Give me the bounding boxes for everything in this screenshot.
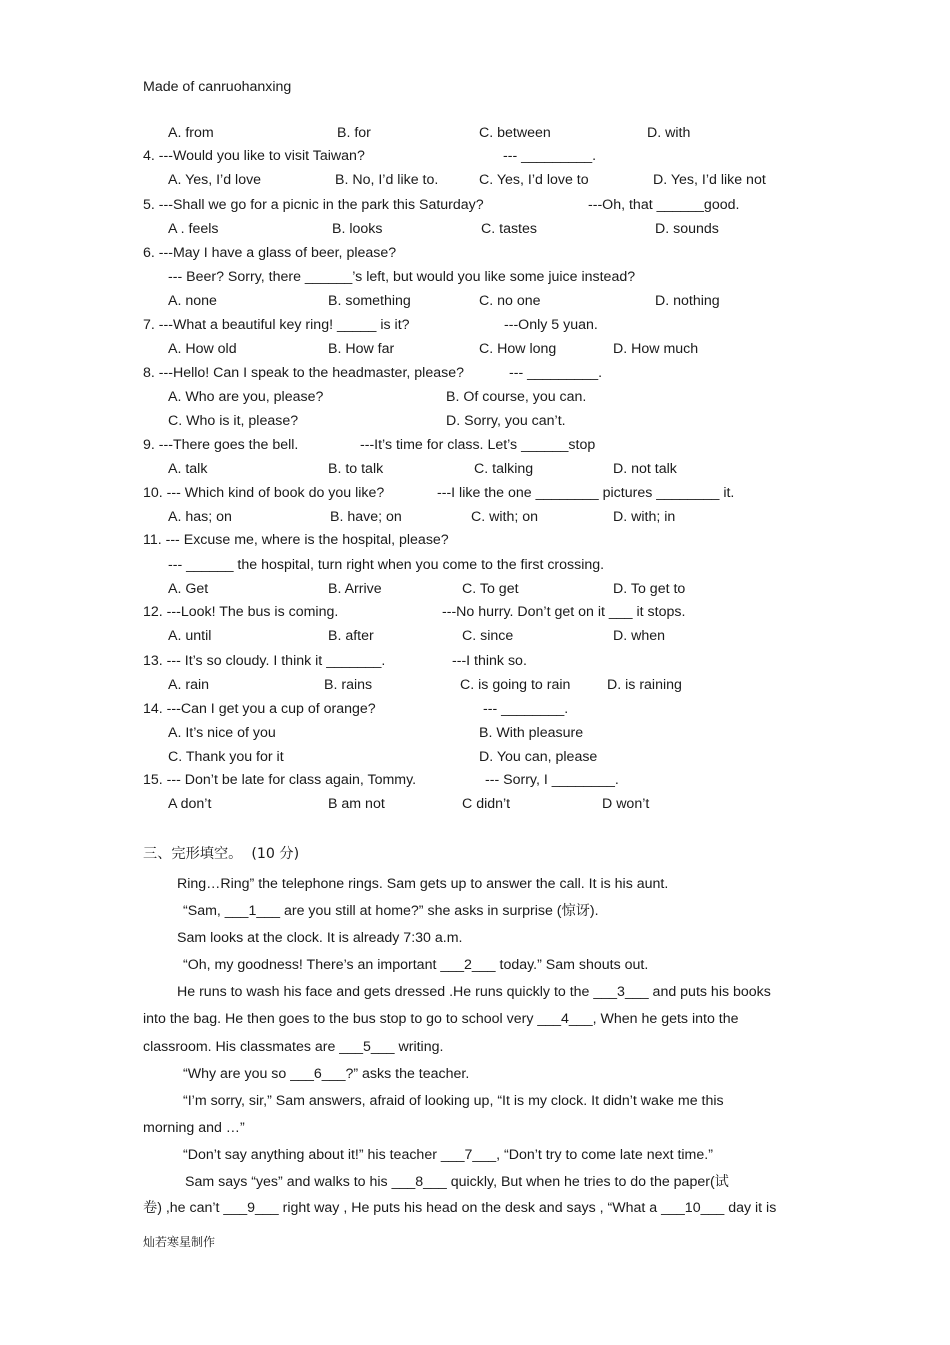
option-item: D. with bbox=[647, 125, 691, 141]
question-stem: 11. --- Excuse me, where is the hospital, please? bbox=[143, 532, 449, 548]
question-dialogue-line: --- ______ the hospital, turn right when you come to the first crossing. bbox=[168, 557, 605, 573]
question-reply: --- Sorry, I ________. bbox=[485, 772, 619, 788]
question-stem: 4. ---Would you like to visit Taiwan? bbox=[143, 148, 365, 164]
option-item: A. rain bbox=[168, 677, 210, 693]
passage-line: “Don’t say anything about it!” his teacher ___7___, “Don’t try to come late next time.” bbox=[183, 1147, 713, 1163]
page-header: Made of canruohanxing bbox=[143, 79, 292, 95]
option-item: C. is going to rain bbox=[460, 677, 571, 693]
option-item: C. between bbox=[479, 125, 551, 141]
option-item: B. Arrive bbox=[328, 581, 382, 597]
passage-line: “Sam, ___1___ are you still at home?” she asks in surprise (惊讶). bbox=[183, 903, 599, 919]
option-item: D. when bbox=[613, 628, 666, 644]
question-stem: 8. ---Hello! Can I speak to the headmaster, please? bbox=[143, 365, 464, 381]
option-item: D. Yes, I’d like not bbox=[653, 172, 766, 188]
passage-line: He runs to wash his face and gets dressed .He runs quickly to the ___3___ and puts his books bbox=[177, 984, 771, 1000]
passage-line: “I’m sorry, sir,” Sam answers, afraid of looking up, “It is my clock. It didn’t wake me this bbox=[183, 1093, 724, 1109]
option-item: C. no one bbox=[479, 293, 541, 309]
question-reply: ---No hurry. Don’t get on it ___ it stops. bbox=[442, 604, 686, 620]
option-item: D. You can, please bbox=[479, 749, 598, 765]
option-item: C didn’t bbox=[462, 796, 511, 812]
passage-line: 卷) ,he can’t ___9___ right way , He puts his head on the desk and says , “What a ___10___ day it is bbox=[143, 1200, 777, 1216]
option-item: D. with; in bbox=[613, 509, 676, 525]
question-stem: 10. --- Which kind of book do you like? bbox=[143, 485, 385, 501]
option-item: C. with; on bbox=[471, 509, 539, 525]
option-item: B. have; on bbox=[330, 509, 402, 525]
question-dialogue-line: --- Beer? Sorry, there ______’s left, but would you like some juice instead? bbox=[168, 269, 636, 285]
question-reply: ---Oh, that ______good. bbox=[588, 197, 740, 213]
option-item: A. until bbox=[168, 628, 212, 644]
question-reply: --- _________. bbox=[509, 365, 603, 381]
option-item: B. to talk bbox=[328, 461, 384, 477]
option-item: D. nothing bbox=[655, 293, 720, 309]
passage-line: classroom. His classmates are ___5___ writing. bbox=[143, 1039, 444, 1055]
option-item: C. Thank you for it bbox=[168, 749, 284, 765]
option-item: A don’t bbox=[168, 796, 212, 812]
option-item: B. for bbox=[337, 125, 371, 141]
option-item: B. rains bbox=[324, 677, 373, 693]
option-item: D. How much bbox=[613, 341, 699, 357]
option-item: B. looks bbox=[332, 221, 383, 237]
option-item: A. none bbox=[168, 293, 217, 309]
question-reply: --- ________. bbox=[483, 701, 569, 717]
option-item: C. Who is it, please? bbox=[168, 413, 299, 429]
passage-line: Ring…Ring” the telephone rings. Sam gets up to answer the call. It is his aunt. bbox=[177, 876, 669, 892]
passage-line: Sam says “yes” and walks to his ___8___ quickly, But when he tries to do the paper(试 bbox=[185, 1174, 729, 1190]
option-item: C. since bbox=[462, 628, 514, 644]
option-item: B. Of course, you can. bbox=[446, 389, 587, 405]
passage-line: “Why are you so ___6___?” asks the teacher. bbox=[183, 1066, 470, 1082]
option-item: A. talk bbox=[168, 461, 208, 477]
page-footer: 灿若寒星制作 bbox=[143, 1235, 216, 1249]
option-item: D won’t bbox=[602, 796, 650, 812]
option-item: A. How old bbox=[168, 341, 237, 357]
question-reply: ---I like the one ________ pictures ________ it. bbox=[437, 485, 735, 501]
question-stem: 15. --- Don’t be late for class again, Tommy. bbox=[143, 772, 417, 788]
option-item: C. To get bbox=[462, 581, 519, 597]
passage-line: “Oh, my goodness! There’s an important ___2___ today.” Sam shouts out. bbox=[183, 957, 649, 973]
option-item: B. something bbox=[328, 293, 411, 309]
option-item: A. It’s nice of you bbox=[168, 725, 276, 741]
option-item: A. has; on bbox=[168, 509, 232, 525]
question-reply: ---It’s time for class. Let’s ______stop bbox=[360, 437, 596, 453]
option-item: D. Sorry, you can’t. bbox=[446, 413, 566, 429]
option-item: C. tastes bbox=[481, 221, 537, 237]
option-item: B. How far bbox=[328, 341, 395, 357]
question-reply: ---Only 5 yuan. bbox=[504, 317, 598, 333]
passage-line: into the bag. He then goes to the bus stop to go to school very ___4___, When he gets into the bbox=[143, 1011, 739, 1027]
question-stem: 13. --- It’s so cloudy. I think it _______. bbox=[143, 653, 386, 669]
option-item: C. talking bbox=[474, 461, 534, 477]
option-item: D. sounds bbox=[655, 221, 719, 237]
option-item: B. No, I’d like to. bbox=[335, 172, 439, 188]
question-stem: 5. ---Shall we go for a picnic in the park this Saturday? bbox=[143, 197, 484, 213]
option-item: D. is raining bbox=[607, 677, 682, 693]
option-item: A. from bbox=[168, 125, 214, 141]
option-item: A . feels bbox=[168, 221, 219, 237]
question-stem: 9. ---There goes the bell. bbox=[143, 437, 299, 453]
option-item: B. With pleasure bbox=[479, 725, 584, 741]
question-reply: --- _________. bbox=[503, 148, 597, 164]
question-reply: ---I think so. bbox=[452, 653, 527, 669]
option-item: C. Yes, I’d love to bbox=[479, 172, 589, 188]
option-item: B am not bbox=[328, 796, 385, 812]
option-item: D. To get to bbox=[613, 581, 686, 597]
option-item: B. after bbox=[328, 628, 374, 644]
option-item: A. Yes, I’d love bbox=[168, 172, 262, 188]
question-stem: 14. ---Can I get you a cup of orange? bbox=[143, 701, 376, 717]
question-stem: 12. ---Look! The bus is coming. bbox=[143, 604, 339, 620]
option-item: A. Get bbox=[168, 581, 209, 597]
section-heading: 三、完形填空。 (10 分) bbox=[143, 846, 300, 862]
passage-line: Sam looks at the clock. It is already 7:30 a.m. bbox=[177, 930, 463, 946]
option-item: A. Who are you, please? bbox=[168, 389, 324, 405]
option-item: C. How long bbox=[479, 341, 557, 357]
question-stem: 7. ---What a beautiful key ring! _____ is it? bbox=[143, 317, 410, 333]
option-item: D. not talk bbox=[613, 461, 677, 477]
passage-line: morning and …” bbox=[143, 1120, 245, 1136]
question-stem: 6. ---May I have a glass of beer, please? bbox=[143, 245, 397, 261]
